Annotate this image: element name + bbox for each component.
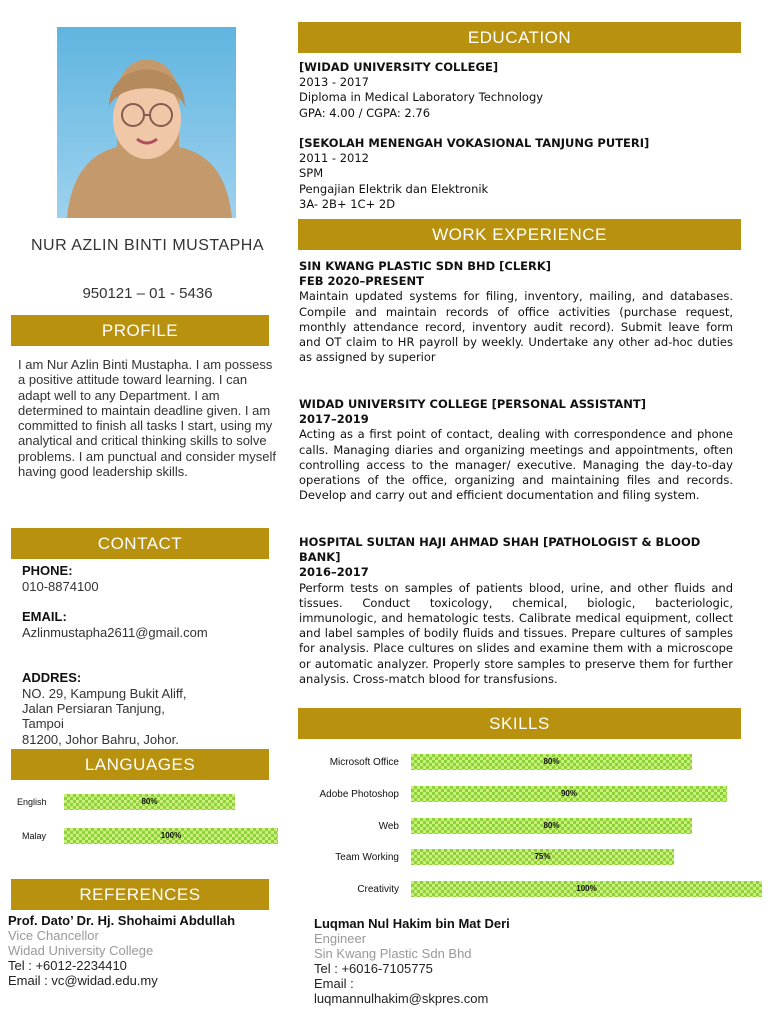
education-level: SPM [299, 166, 324, 181]
skill-name: Microsoft Office [329, 757, 399, 768]
reference-tel: Tel : +6016-7105775 [314, 961, 433, 976]
work-period: FEB 2020–PRESENT [299, 274, 424, 289]
work-title: WIDAD UNIVERSITY COLLEGE [PERSONAL ASSISTANT] [299, 397, 646, 411]
email-value: Azlinmustapha2611@gmail.com [22, 625, 208, 640]
reference-org: Sin Kwang Plastic Sdn Bhd [314, 946, 472, 961]
profile-text: I am Nur Azlin Binti Mustapha. I am possess a positive attitude toward learning. I can adapt well to any Department. I am determined to maintain deadline given. I am committed to finish all tasks I start, using my analytical and critical thinking skills to solve problems. I am punctual and consider myself having good leadership skills. [18, 357, 276, 480]
education-years: 2013 - 2017 [299, 75, 369, 90]
phone-value: 010-8874100 [22, 579, 99, 594]
address-line-4: 81200, Johor Bahru, Johor. [22, 732, 179, 747]
education-result: GPA: 4.00 / CGPA: 2.76 [299, 105, 431, 120]
skill-bar: 75% [411, 849, 674, 865]
reference-name: Luqman Nul Hakim bin Mat Deri [314, 916, 510, 931]
work-entry-2 [299, 397, 733, 503]
education-school: [SEKOLAH MENENGAH VOKASIONAL TANJUNG PUTERI] [299, 136, 650, 150]
education-result: 3A- 2B+ 1C+ 2D [299, 196, 396, 211]
id-number: 950121 – 01 - 5436 [82, 285, 213, 302]
education-course: Pengajian Elektrik dan Elektronik [299, 181, 489, 196]
phone-label: PHONE: [22, 563, 73, 578]
skill-bar: 100% [411, 881, 762, 897]
section-header-profile: PROFILE [11, 315, 269, 346]
work-description: Perform tests on samples of patients blood, urine, and other fluids and tissues. Conduct toxicology, chemical, biologic, bacteriologic, immunologic, and hematologic tests. Calibrate medical equipment, collect and label samples of bodily fluids and tissues. Prepare cultures of samples for analysis. Place cultures on slides and examine them with a microscope or automatic analyzer. Properly store samples to preserve them for further analysis. Cross-match blood for transfusions. [299, 580, 733, 686]
skill-bar: 90% [411, 786, 727, 802]
work-entry-3 [299, 535, 733, 687]
reference-org: Widad University College [8, 943, 154, 958]
reference-name: Prof. Dato’ Dr. Hj. Shohaimi Abdullah [8, 913, 236, 928]
address-label: ADDRES: [22, 670, 82, 685]
work-description: Acting as a first point of contact, dealing with correspondence and phone calls. Managing diaries and organizing meetings and appointments, often controlling access to the manager/ executive. Managing the day-to-day operations of the office, organizing and maintaining files and records. Develop and carry out and efficient documentation and filing system. [299, 427, 733, 503]
person-name: NUR AZLIN BINTI MUSTAPHA [30, 237, 265, 254]
section-header-references: REFERENCES [11, 879, 269, 910]
skill-bar: 80% [411, 818, 692, 834]
work-period: 2016–2017 [299, 565, 369, 580]
work-title: HOSPITAL SULTAN HAJI AHMAD SHAH [PATHOLOGIST & BLOOD BANK] [299, 535, 701, 565]
reference-2 [314, 916, 734, 1006]
education-course: Diploma in Medical Laboratory Technology [299, 90, 544, 105]
education-entry-1 [299, 60, 733, 121]
profile-photo [57, 27, 236, 218]
language-bar: 80% [64, 794, 235, 810]
reference-email: luqmannulhakim@skpres.com [314, 991, 489, 1006]
work-entry-1 [299, 259, 733, 365]
reference-position: Engineer [314, 931, 367, 946]
reference-email: Email : vc@widad.edu.my [8, 973, 158, 988]
reference-tel: Tel : +6012-2234410 [8, 958, 127, 973]
email-label: EMAIL: [22, 609, 67, 624]
education-years: 2011 - 2012 [299, 151, 369, 166]
reference-email-label: Email : [314, 976, 354, 991]
skill-bar: 80% [411, 754, 692, 770]
skill-name: Adobe Photoshop [319, 789, 399, 800]
skill-name: Web [378, 821, 399, 832]
education-school: [WIDAD UNIVERSITY COLLEGE] [299, 60, 499, 74]
section-header-education: EDUCATION [298, 22, 741, 53]
section-header-work: WORK EXPERIENCE [298, 219, 741, 250]
skill-name: Creativity [357, 884, 399, 895]
person-portrait-icon [57, 27, 236, 218]
language-name: English [17, 797, 47, 807]
address-line-3: Tampoi [22, 716, 64, 731]
address-line-1: NO. 29, Kampung Bukit Aliff, [22, 686, 187, 701]
skill-name: Team Working [335, 852, 399, 863]
section-header-skills: SKILLS [298, 708, 741, 739]
work-title: SIN KWANG PLASTIC SDN BHD [CLERK] [299, 259, 552, 273]
language-name: Malay [22, 831, 47, 841]
language-bar: 100% [64, 828, 278, 844]
reference-position: Vice Chancellor [8, 928, 99, 943]
section-header-contact: CONTACT [11, 528, 269, 559]
section-header-languages: LANGUAGES [11, 749, 269, 780]
work-period: 2017–2019 [299, 412, 369, 427]
education-entry-2 [299, 136, 733, 212]
address-line-2: Jalan Persiaran Tanjung, [22, 701, 165, 716]
work-description: Maintain updated systems for filing, inventory, mailing, and databases. Compile and maintain records of office activities (purchase request, monthly attendance record, inventory audit record). Submit leave form and OT claim to HR payroll by weekly. Undertake any other ad-hoc duties as assigned by superior [299, 289, 733, 365]
reference-1 [8, 913, 278, 988]
